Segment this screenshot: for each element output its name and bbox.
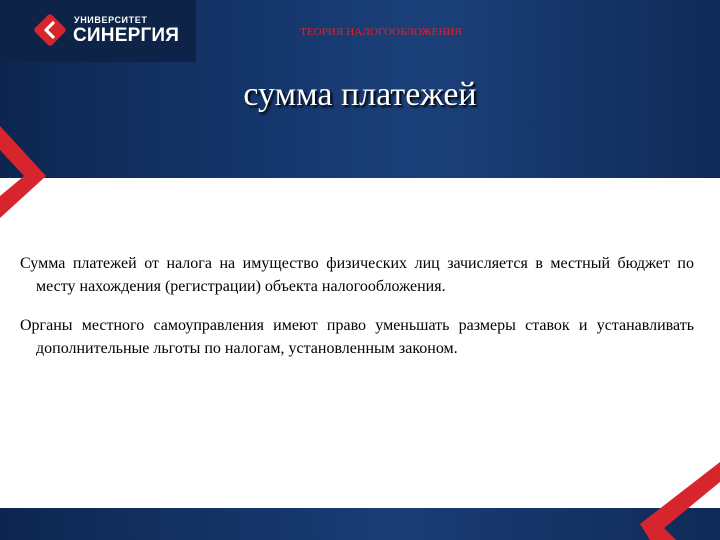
- paragraph-local-authority-rights: Органы местного самоуправления имеют право уменьшать размеры ставок и устанавливать дополнительные льготы по налогам, установленным законом.: [20, 317, 694, 357]
- logo-text-university: УНИВЕРСИТЕТ: [74, 15, 148, 25]
- paragraph-revenue-allocation: Сумма платежей от налога на имущество физических лиц зачисляется в местный бюджет по месту нахождения (регистрации) объекта налогообложения.: [20, 255, 694, 295]
- logo[interactable]: [0, 0, 196, 62]
- right-chevron-decoration: [640, 462, 720, 540]
- left-chevron-decoration: [0, 118, 50, 218]
- footer-band: [0, 508, 720, 540]
- logo-text-synergy: СИНЕРГИЯ: [73, 25, 180, 46]
- topic-label: ТЕОРИЯ НАЛОГООБЛОЖЕНИЯ: [300, 26, 462, 38]
- slide-title: сумма платежей: [243, 76, 477, 113]
- slide-content: [20, 252, 694, 360]
- logo-mark-icon: [33, 13, 67, 47]
